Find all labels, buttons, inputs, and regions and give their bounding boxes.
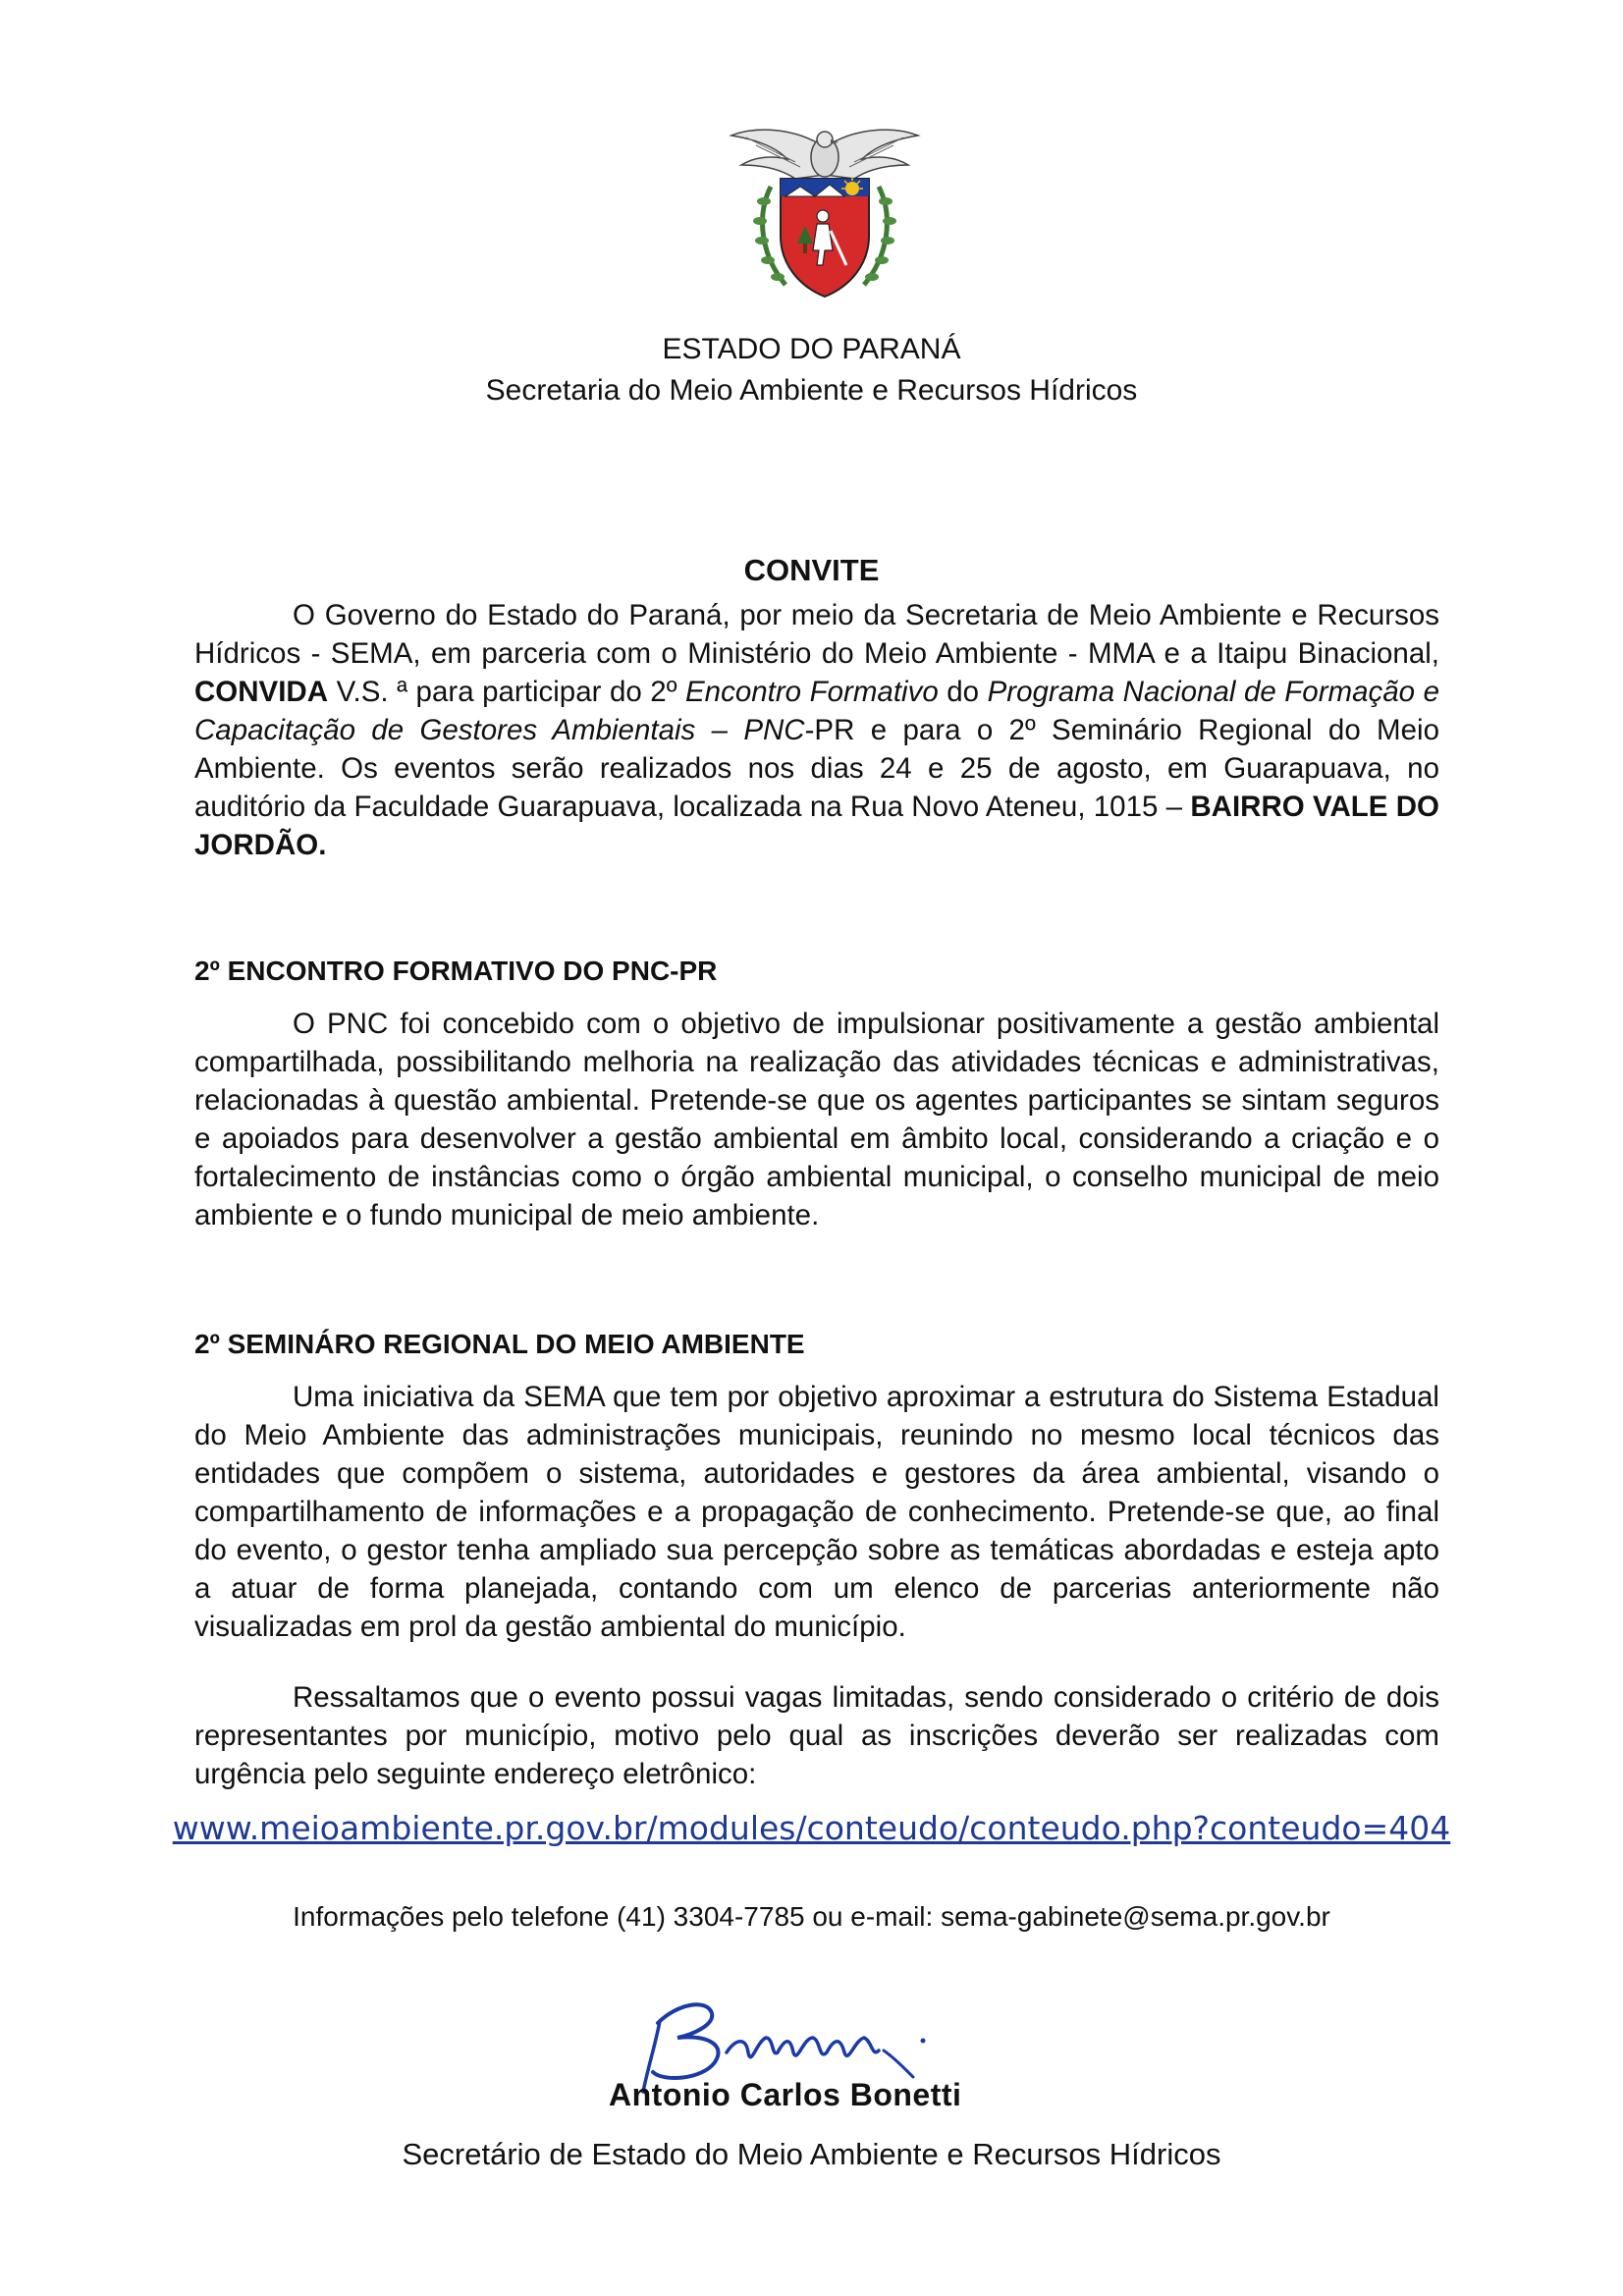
invitation-event-name: Encontro Formativo — [685, 676, 939, 708]
invitation-text-part: V.S. ª para participar do 2º — [328, 676, 685, 708]
state-name: ESTADO DO PARANÁ — [662, 333, 961, 365]
section-text: Uma iniciativa da SEMA que tem por objetivo aproximar a estrutura do Sistema Estadual do Meio Ambiente das administrações municipais, reunindo no mesmo local técnicos das entidades que compõem o sistema, autoridades e gestores da área ambiental, visando o compartilhamento de informações e a propagação de conhecimento. Pretende-se que, ao final do evento, o gestor tenha ampliado sua percepção sobre as temáticas abordadas e esteja apto a atuar de forma planejada, contando com um elenco de parcerias anteriormente não visualizadas em prol da gestão ambiental do município. — [194, 1381, 1439, 1643]
invitation-program-name: Programa Nacional de Formação e Capacitação de Gestores Ambientais – PNC — [194, 676, 1439, 746]
invitation-paragraph — [194, 596, 1439, 864]
section-paragraph-seminario — [194, 1378, 1439, 1646]
document-title: CONVITE — [743, 553, 880, 587]
signatory-name: Antonio Carlos Bonetti — [609, 2077, 962, 2112]
secretariat-name: Secretaria do Meio Ambiente e Recursos Hídricos — [485, 374, 1138, 407]
invitation-text-part: O Governo do Estado do Paraná, por meio da Secretaria de Meio Ambiente e Recursos Hídricos - SEMA, em parceria com o Ministério do Meio Ambiente - MMA e a Itaipu Binacional, — [194, 599, 1439, 670]
contact-info: Informações pelo telefone (41) 3304-7785 ou e-mail: sema-gabinete@sema.pr.gov.br — [293, 1901, 1330, 1932]
parana-coat-of-arms-icon — [727, 118, 923, 304]
invitation-text-part: do — [938, 676, 988, 708]
invitation-convida: CONVIDA — [194, 676, 329, 708]
registration-link[interactable]: www.meioambiente.pr.gov.br/modules/conteudo/conteudo.php?conteudo=404 — [172, 1809, 1451, 1847]
invitation-text-part: -PR e para o 2º Seminário Regional do Meio Ambiente. Os eventos serão realizados nos dias 24 e 25 de agosto, em Guarapuava, no auditório da Faculdade Guarapuava, localizada na Rua Novo Ateneu, 1015 – — [194, 714, 1439, 823]
invitation-neighborhood: BAIRRO VALE DO JORDÃO. — [194, 791, 1439, 861]
section-text: O PNC foi concebido com o objetivo de impulsionar positivamente a gestão ambiental compartilhada, possibilitando melhoria na realização das atividades técnicas e administrativas, relacionadas à questão ambiental. Pretende-se que os agentes participantes se sintam seguros e apoiados para desenvolver a gestão ambiental em âmbito local, considerando a criação e o fortalecimento de instâncias como o órgão ambiental municipal, o conselho municipal de meio ambiente e o fundo municipal de meio ambiente. — [194, 1008, 1439, 1231]
section-title-encontro: 2º ENCONTRO FORMATIVO DO PNC-PR — [194, 956, 718, 986]
section-title-seminario: 2º SEMINÁRO REGIONAL DO MEIO AMBIENTE — [194, 1329, 805, 1359]
signatory-role: Secretário de Estado do Meio Ambiente e Recursos Hídricos — [402, 2137, 1221, 2171]
closing-text: Ressaltamos que o evento possui vagas limitadas, sendo considerado o critério de dois representantes por município, motivo pelo qual as inscrições deverão ser realizadas com urgência pelo seguinte endereço eletrônico: — [194, 1681, 1439, 1790]
closing-paragraph — [194, 1678, 1439, 1793]
section-paragraph-encontro — [194, 1005, 1439, 1234]
